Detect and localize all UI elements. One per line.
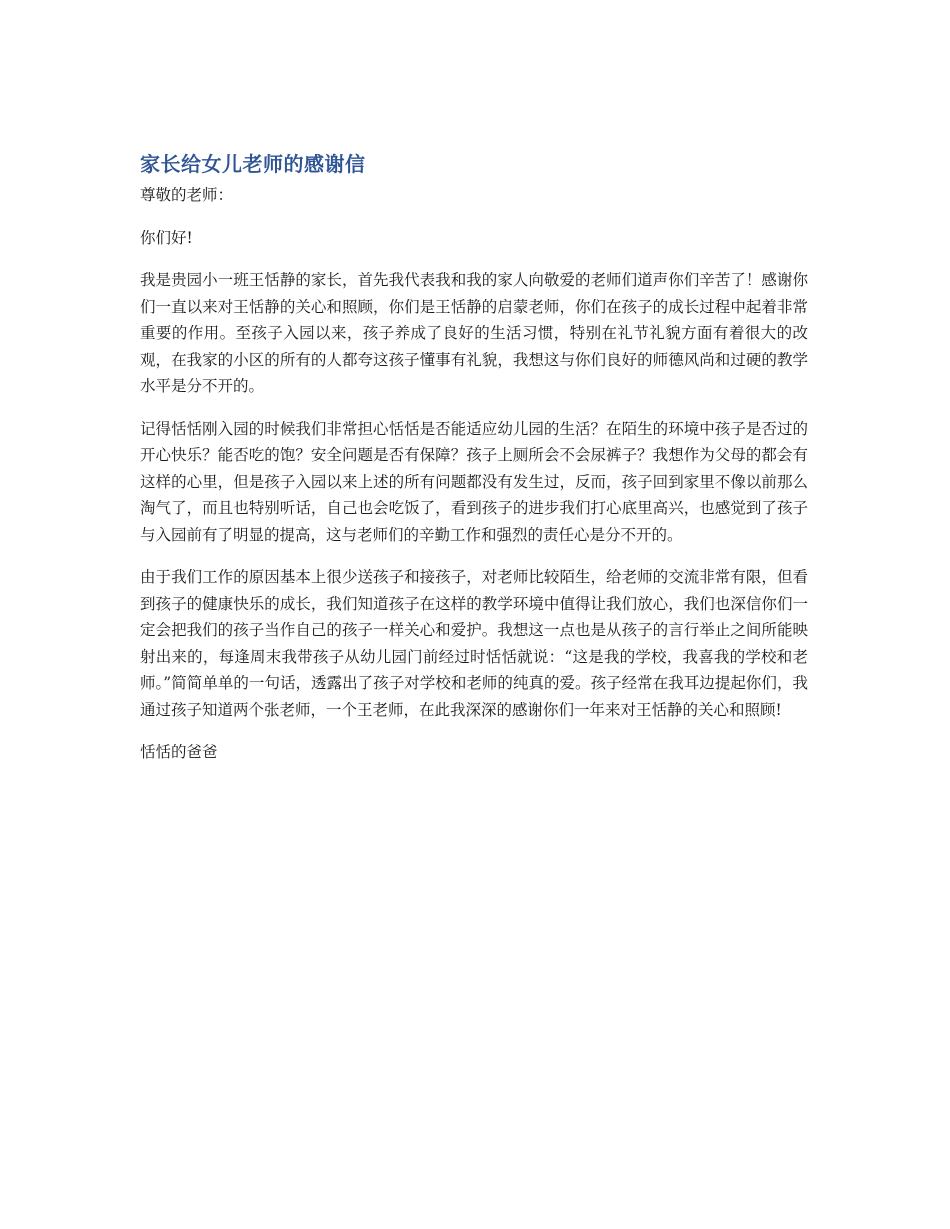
paragraph-3: 由于我们工作的原因基本上很少送孩子和接孩子，对老师比较陌生，给老师的交流非常有限，但看到孩子的健康快乐的成长，我们知道孩子在这样的教学环境中值得让我们放心，我们也深信你们一定会把我们的孩子当作自己的孩子一样关心和爱护。我想这一点也是从孩子的言行举止之间所能映射出来的，每逢周末我带孩子从幼儿园门前经过时恬恬就说：“这是我的学校，我喜我的学校和老师。”简简单单的一句话，透露出了孩子对学校和老师的纯真的爱。孩子经常在我耳边提起你们，我通过孩子知道两个张老师，一个王老师，在此我深深的感谢你们一年来对王恬静的关心和照顾! — [140, 568, 808, 719]
document-title: 家长给女儿老师的感谢信 — [140, 152, 366, 176]
paragraph-1: 我是贵园小一班王恬静的家长，首先我代表我和我的家人向敬爱的老师们道声你们辛苦了！感谢你们一直以来对王恬静的关心和照顾，你们是王恬静的启蒙老师，你们在孩子的成长过程中起着非常重要的作用。至孩子入园以来，孩子养成了良好的生活习惯，特别在礼节礼貌方面有着很大的改观，在我家的小区的所有的人都夸这孩子懂事有礼貌，我想这与你们良好的师德风尚和过硬的教学水平是分不开的。 — [140, 271, 808, 395]
salutation: 尊敬的老师： — [140, 186, 234, 204]
letter-page — [140, 150, 808, 766]
signature: 恬恬的爸爸 — [140, 743, 218, 761]
greeting: 你们好! — [140, 228, 193, 247]
paragraph-2: 记得恬恬刚入园的时候我们非常担心恬恬是否能适应幼儿园的生活？在陌生的环境中孩子是否过的开心快乐？能否吃的饱？安全问题是否有保障？孩子上厕所会不会尿裤子？我想作为父母的都会有这样的心里，但是孩子入园以来上述的所有问题都没有发生过，反而，孩子回到家里不像以前那么淘气了，而且也特别听话，自己也会吃饭了，看到孩子的进步我们打心底里高兴，也感觉到了孩子与入园前有了明显的提高，这与老师们的辛勤工作和强烈的责任心是分不开的。 — [140, 419, 808, 544]
